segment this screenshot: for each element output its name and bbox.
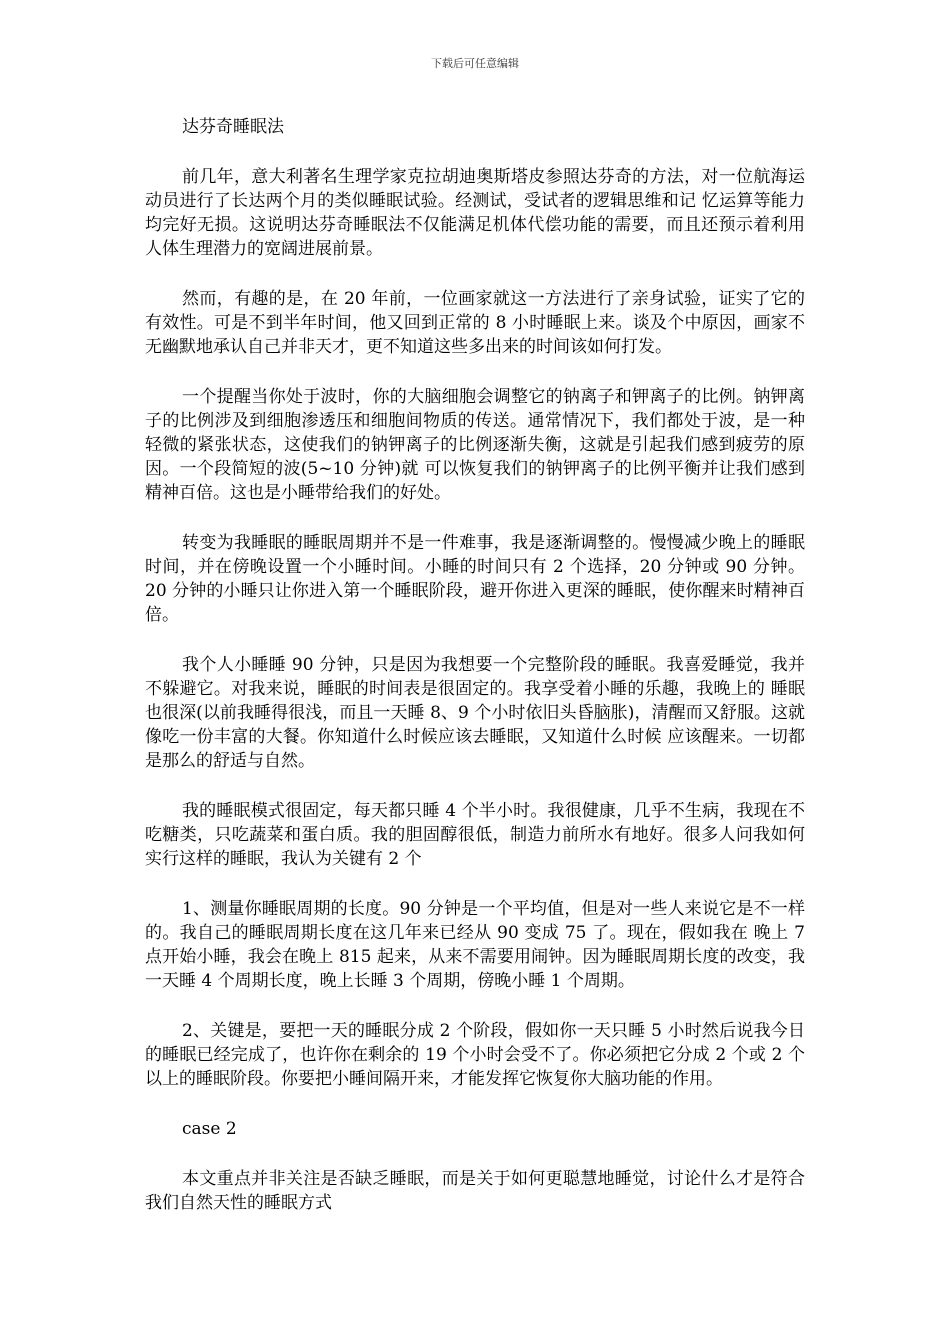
paragraph: 我的睡眠模式很固定，每天都只睡 4 个半小时。我很健康，几乎不生病，我现在不吃糖类，只吃蔬菜和蛋白质。我的胆固醇很低，制造力前所水有地好。很多人问我如何实行这样的睡眠，我认为关键有 2 个 (145, 801, 805, 869)
paragraph: 然而，有趣的是，在 20 年前，一位画家就这一方法进行了亲身试验，证实了它的有效性。可是不到半年时间，他又回到正常的 8 小时睡眠上来。谈及个中原因，画家不无幽默地承认自己并非天才，更不知道这些多出来的时间该如何打发。 (145, 289, 805, 357)
paragraph: 前几年，意大利著名生理学家克拉胡迪奥斯塔皮参照达芬奇的方法，对一位航海运动员进行了长达两个月的类似睡眠试验。经测试，受试者的逻辑思维和记 忆运算等能力均完好无损。这说明达芬奇睡眠法不仅能满足机体代偿功能的需要，而且还预示着利用人体生理潜力的宽阔进展前景。 (145, 167, 805, 259)
paragraph: 2、关键是，要把一天的睡眠分成 2 个阶段，假如你一天只睡 5 小时然后说我今日的睡眠已经完成了，也许你在剩余的 19 个小时会受不了。你必须把它分成 2 个或 2 个以上的睡眠阶段。你要把小睡间隔开来，才能发挥它恢复你大脑功能的作用。 (145, 1021, 805, 1089)
paragraph: 1、测量你睡眠周期的长度。90 分钟是一个平均值，但是对一些人来说它是不一样的。我自己的睡眠周期长度在这几年来已经从 90 变成 75 了。现在，假如我在 晚上 7 点开始小睡，我会在晚上 815 起来，从来不需要用闹钟。因为睡眠周期长度的改变，我一天睡 4 个周期长度，晚上长睡 3 个周期，傍晚小睡 1 个周期。 (145, 899, 805, 991)
closing-paragraph: 本文重点并非关注是否缺乏睡眠，而是关于如何更聪慧地睡觉，讨论什么才是符合我们自然天性的睡眠方式 (145, 1169, 805, 1213)
paragraph: 一个提醒当你处于波时，你的大脑细胞会调整它的钠离子和钾离子的比例。钠钾离子的比例涉及到细胞渗透压和细胞间物质的传送。通常情况下，我们都处于波，是一种轻微的紧张状态，这使我们的钠钾离子的比例逐渐失衡，这就是引起我们感到疲劳的原因。一个段简短的波(5~10 分钟)就 可以恢复我们的钠钾离子的比例平衡并让我们感到精神百倍。这也是小睡带给我们的好处。 (145, 387, 805, 503)
document-title: 达芬奇睡眠法 (182, 117, 284, 137)
header-note: 下载后可任意编辑 (431, 57, 519, 70)
case-label: case 2 (182, 1119, 237, 1139)
paragraph: 我个人小睡睡 90 分钟，只是因为我想要一个完整阶段的睡眠。我喜爱睡觉，我并不躲避它。对我来说，睡眠的时间表是很固定的。我享受着小睡的乐趣，我晚上的 睡眠也很深(以前我睡得很浅，而且一天睡 8、9 个小时依旧头昏脑胀)，清醒而又舒服。这就像吃一份丰富的大餐。你知道什么时候应该去睡眠，又知道什么时候 应该醒来。一切都是那么的舒适与自然。 (145, 655, 805, 771)
paragraph: 转变为我睡眠的睡眠周期并不是一件难事，我是逐渐调整的。慢慢减少晚上的睡眠时间，并在傍晚设置一个小睡时间。小睡的时间只有 2 个选择，20 分钟或 90 分钟。20 分钟的小睡只让你进入第一个睡眠阶段，避开你进入更深的睡眠，使你醒来时精神百倍。 (145, 533, 805, 625)
document-body (145, 115, 805, 1241)
